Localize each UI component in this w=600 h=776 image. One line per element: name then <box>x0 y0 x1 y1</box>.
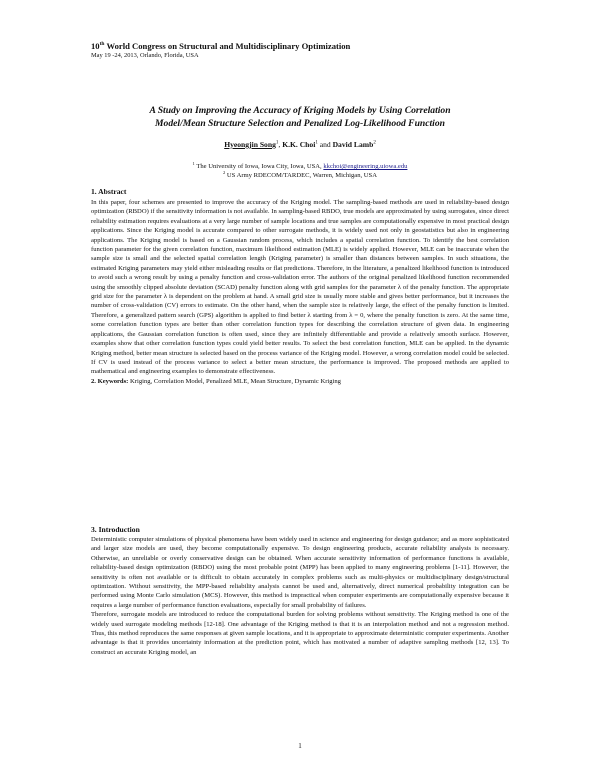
author-email-link[interactable]: kkchoi@engineering.uiowa.edu <box>323 163 408 171</box>
keywords-label: 2. Keywords: <box>91 377 129 385</box>
conference-number-suffix: th <box>99 41 105 48</box>
introduction-paragraph-1: Deterministic computer simulations of physical phenomena have been widely used in science and engineering for design guidance; and as more sophisticated and larger size models are used, they become computationally expensive. To design engineering products, accurate reliability analysis is necessary. Otherwise, an unreliable or overly conservative design can be obtained. When accurate sensitivity information of performance functions is available, reliability-based design optimization (RBDO) using the most probable point (MPP) has been applied to many engineering problems [1-11]. However, the sensitivity is often not available or is difficult to obtain accurately in complex problems such as multi-physics or multidisciplinary design/structural optimization. Without sensitivity, the MPP-based reliability analysis cannot be used and, alternatively, direct numerical probability integration can be performed using Monte Carlo simulation (MCS). However, this method is impractical when computer experiments are computationally expensive because it requires a large number of performance function evaluations, especially for small probability of failures. <box>91 536 509 609</box>
affiliation-2-text: US Army RDECOM/TARDEC, Warren, Michigan, USA <box>225 172 377 180</box>
keywords-line <box>91 377 509 386</box>
page-number: 1 <box>298 742 302 750</box>
title-line-2: Model/Mean Structure Selection and Penalized Log-Likelihood Function <box>155 117 445 129</box>
introduction-heading: 3. Introduction <box>91 525 140 534</box>
affiliation-1-text: The University of Iowa, Iowa City, Iowa, USA, <box>194 163 324 171</box>
affiliation-2 <box>60 170 540 179</box>
author-1: Hyeongjin Song <box>224 140 276 149</box>
author-3-affiliation: 2 <box>373 140 376 146</box>
author-1-affiliation: 1 <box>275 140 279 146</box>
author-separator: and <box>317 140 333 149</box>
author-list <box>60 140 540 149</box>
author-2: K.K. Choi <box>282 140 316 149</box>
keywords-text: Kriging, Correlation Model, Penalized MLE, Mean Structure, Dynamic Kriging <box>128 377 341 385</box>
conference-dates: May 19 -24, 2013, Orlando, Florida, USA <box>91 52 199 59</box>
author-separator: , <box>278 140 283 149</box>
conference-header <box>91 41 350 51</box>
abstract-text: In this paper, four schemes are presented to improve the accuracy of the Kriging model. The sampling-based methods are used in reliability-based design optimization (RBDO) if the sensitivity information is not available. In sampling-based RBDO, true models are approximated by using surrogates, since direct reliability estimation requires evaluations at a very large number of sample locations and true samples are computationally expensive in most practical design applications. Since the Kriging model is accurate compared to other surrogate methods, it is widely used not only in geostatistics but also in engineering applications. The Kriging model is based on a Gaussian random process, which includes a spatial correlation function. To identify the best correlation function parameter for the given correlation function, maximum likelihood estimation (MLE) is widely applied. However, MLE can be inaccurate when the sample size is small and the selected spatial correlation length (Kriging parameter) is smaller than distances between samples. In such situations, the estimated Kriging parameters may yield either misleading results or flat predictions. Therefore, in the literature, a penalized likelihood function is introduced to avoid such a wrong result by using a penalty function and cross-validation error. The authors of the original penalized likelihood function recommended using the smoothly clipped absolute deviation (SCAD) penalty function along with grid samples for the parameter λ of the penalty function. The appropriate grid size for the parameter λ is dependent on the problem at hand. A small grid size is usually more stable and gives better performance, but it increases the number of cross-validation (CV) errors to estimate. On the other hand, when the sample size is relatively large, the effect of the penalty function is limited. Therefore, a generalized pattern search (GPS) algorithm is applied to find better λ starting from λ = 0, where the penalty function is zero. At the same time, some correlation function types are better than other correlation function types for describing the correlation structure of given data. In engineering applications, the Gaussian correlation function is often used, since they are infinitely differentiable and provide a relatively smooth surface. However, examples show that other correlation function types could yield better results. To select the best correlation function, MLE can be applied. In the dynamic Kriging method, better mean structure is selected based on the process variance of the Kriging model. However, a wrong correlation model could be selected. If CV is used instead of the process variance to select a better mean structure, the performance is improved. The proposed methods are applied to mathematical and engineering examples to demonstrate effectiveness. <box>91 199 509 376</box>
author-3: David Lamb <box>332 140 374 149</box>
abstract-heading: 1. Abstract <box>91 187 127 196</box>
conference-number: 10 <box>91 41 100 51</box>
abstract-body <box>91 198 509 386</box>
author-2-affiliation: 1 <box>315 140 318 146</box>
affiliation-2-mark: 2 <box>222 170 226 175</box>
introduction-paragraph-2: Therefore, surrogate models are introduced to reduce the computational burden for solving problems without sensitivity. The Kriging method is one of the widely used surrogate modeling methods [12-18]. One advantage of the Kriging method is that it is an interpolation method and not a regression method. Thus, this method reproduces the same responses at given sample locations, and it is appropriate to approximate deterministic computer experiments. Another advantage is that it provides uncertainty information at the prediction point, which has motivated a number of adaptive sampling methods [12, 13]. To construct an accurate Kriging model, an <box>91 611 509 656</box>
paper-title <box>60 105 540 130</box>
affiliation-1-mark: 1 <box>192 161 195 166</box>
conference-name: World Congress on Structural and Multidisciplinary Optimization <box>106 41 351 51</box>
introduction-body <box>91 535 509 657</box>
title-line-1: A Study on Improving the Accuracy of Kriging Models by Using Correlation <box>149 105 451 116</box>
affiliation-1 <box>60 161 540 170</box>
